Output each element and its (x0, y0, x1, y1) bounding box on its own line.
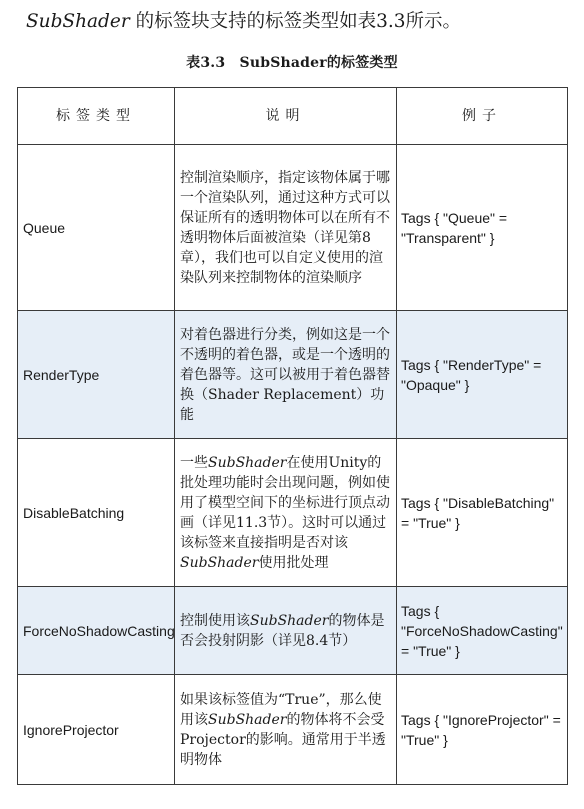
tag-example-cell: Tags { "IgnoreProjector" = "True" } (397, 675, 568, 785)
desc-text: 一些 (180, 454, 208, 471)
tag-example-cell: Tags { "DisableBatching" = "True" } (397, 439, 568, 587)
desc-subshader-term: SubShader (180, 554, 259, 571)
table-row (18, 439, 568, 587)
intro-subshader-term: SubShader (26, 11, 130, 32)
desc-text: 控制使用该 (180, 612, 250, 629)
tag-example-cell: Tags { "ForceNoShadowCasting" = "True" } (397, 587, 568, 675)
table-caption: 表3.3 SubShader的标签类型 (186, 55, 398, 71)
tag-description-cell (175, 587, 397, 675)
tag-name-cell: IgnoreProjector (18, 675, 175, 785)
tag-name-cell: ForceNoShadowCasting (18, 587, 175, 675)
table-header-row (18, 88, 568, 145)
header-example: 例子 (397, 88, 568, 145)
table-row (18, 675, 568, 785)
tag-description-cell (175, 675, 397, 785)
header-tag-type: 标签类型 (18, 88, 175, 145)
table-row (18, 145, 568, 311)
header-description: 说明 (175, 88, 397, 145)
intro-paragraph (26, 8, 566, 36)
tag-description-cell (175, 439, 397, 587)
table-row (18, 311, 568, 439)
tag-name-cell: DisableBatching (18, 439, 175, 587)
desc-text: 的物体将不会受Projector的影响。通常用于半透明物体 (180, 711, 386, 768)
tag-description-cell: 控制渲染顺序，指定该物体属于哪一个渲染队列，通过这种方式可以保证所有的透明物体可以在所有不透明物体后面被渲染（详见第8章），我们也可以自定义使用的渲染队列来控制物体的渲染顺序 (175, 145, 397, 311)
desc-subshader-term: SubShader (250, 612, 329, 629)
desc-text: 如果该标签值为“True”，那么使用该 (180, 691, 382, 728)
tag-description-cell: 对着色器进行分类，例如这是一个不透明的着色器，或是一个透明的着色器等。这可以被用于着色器替换（Shader Replacement）功能 (175, 311, 397, 439)
desc-subshader-term: SubShader (208, 711, 287, 728)
intro-text: 的标签块支持的标签类型如表3.3所示。 (129, 11, 461, 32)
subshader-tags-table (17, 87, 568, 785)
table-row (18, 587, 568, 675)
desc-text: 使用批处理 (258, 554, 329, 571)
tag-example-cell: Tags { "RenderType" = "Opaque" } (397, 311, 568, 439)
desc-subshader-term: SubShader (208, 454, 287, 471)
tag-example-cell: Tags { "Queue" = "Transparent" } (397, 145, 568, 311)
tag-name-cell: RenderType (18, 311, 175, 439)
tag-name-cell: Queue (18, 145, 175, 311)
desc-text: 的物体是否会投射阴影（详见8.4节） (180, 612, 385, 649)
desc-text: 在使用Unity的批处理功能时会出现问题，例如使用了模型空间下的坐标进行顶点动画（详见11.3节）。这时可以通过该标签来直接指明是否对该 (180, 454, 390, 551)
